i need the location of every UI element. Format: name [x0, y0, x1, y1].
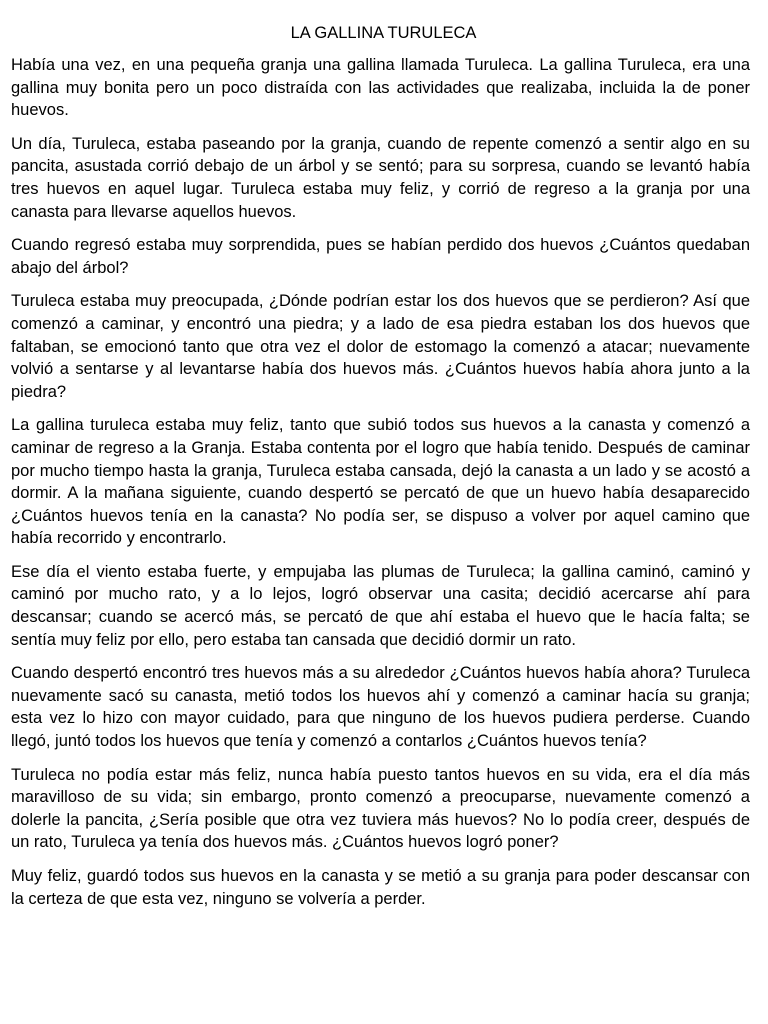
- paragraph-1: Había una vez, en una pequeña granja una gallina llamada Turuleca. La gallina Turuleca, era una gallina muy bonita pero un poco distraída con las actividades que realizaba, incluida la de poner huevos.: [11, 56, 750, 120]
- paragraph-4: Turuleca estaba muy preocupada, ¿Dónde podrían estar los dos huevos que se perdieron? Así que comenzó a caminar, y encontró una piedra; y a lado de esa piedra estaban los dos huevos que faltaban, se emocionó tanto que otra vez el dolor de estomago la comenzó a atacar; nuevamente volvió a sentarse y al levantarse había dos huevos más. ¿Cuántos huevos había ahora junto a la piedra?: [11, 292, 750, 401]
- paragraph-7: Cuando despertó encontró tres huevos más a su alrededor ¿Cuántos huevos había ahora? Turuleca nuevamente sacó su canasta, metió todos los huevos ahí y comenzó a caminar hacía su granja; esta vez lo hizo con mayor cuidado, para que ninguno de los huevos pudiera perderse. Cuando llegó, juntó todos los huevos que tenía y comenzó a contarlos ¿Cuántos huevos tenía?: [11, 664, 750, 751]
- paragraph-9: Muy feliz, guardó todos sus huevos en la canasta y se metió a su granja para poder descansar con la certeza de que esta vez, ninguno se volvería a perder.: [11, 867, 750, 908]
- document-title: LA GALLINA TURULECA: [290, 24, 477, 42]
- paragraph-3: Cuando regresó estaba muy sorprendida, pues se habían perdido dos huevos ¿Cuántos quedaban abajo del árbol?: [11, 236, 750, 277]
- paragraph-6: Ese día el viento estaba fuerte, y empujaba las plumas de Turuleca; la gallina caminó, caminó y caminó por mucho rato, y a lo lejos, logró observar una casita; decidió acercarse ahí para descansar; cuando se acercó más, se percató de que ahí estaba el huevo que le hacía falta; se sentía muy feliz por ello, pero estaba tan cansada que decidió dormir un rato.: [11, 562, 750, 649]
- paragraph-5: La gallina turuleca estaba muy feliz, tanto que subió todos sus huevos a la canasta y comenzó a caminar de regreso a la Granja. Estaba contenta por el logro que había tenido. Después de caminar por mucho tiempo hasta la granja, Turuleca estaba cansada, dejó la canasta a un lado y se acostó a dormir. A la mañana siguiente, cuando despertó se percató de que un huevo había desaparecido ¿Cuántos huevos tenía en la canasta? No podía ser, se dispuso a volver por aquel camino que había recorrido y encontrarlo.: [11, 416, 750, 548]
- paragraph-2: Un día, Turuleca, estaba paseando por la granja, cuando de repente comenzó a sentir algo en su pancita, asustada corrió debajo de un árbol y se sentó; para su sorpresa, cuando se levantó había tres huevos en aquel lugar. Turuleca estaba muy feliz, y corrió de regreso a la granja por una canasta para llevarse aquellos huevos.: [11, 134, 750, 221]
- paragraph-8: Turuleca no podía estar más feliz, nunca había puesto tantos huevos en su vida, era el día más maravilloso de su vida; sin embargo, pronto comenzó a preocuparse, nuevamente comenzó a dolerle la pancita, ¿Sería posible que otra vez tuviera más huevos? No lo podía creer, después de un rato, Turuleca ya tenía dos huevos más. ¿Cuántos huevos logró poner?: [11, 765, 750, 852]
